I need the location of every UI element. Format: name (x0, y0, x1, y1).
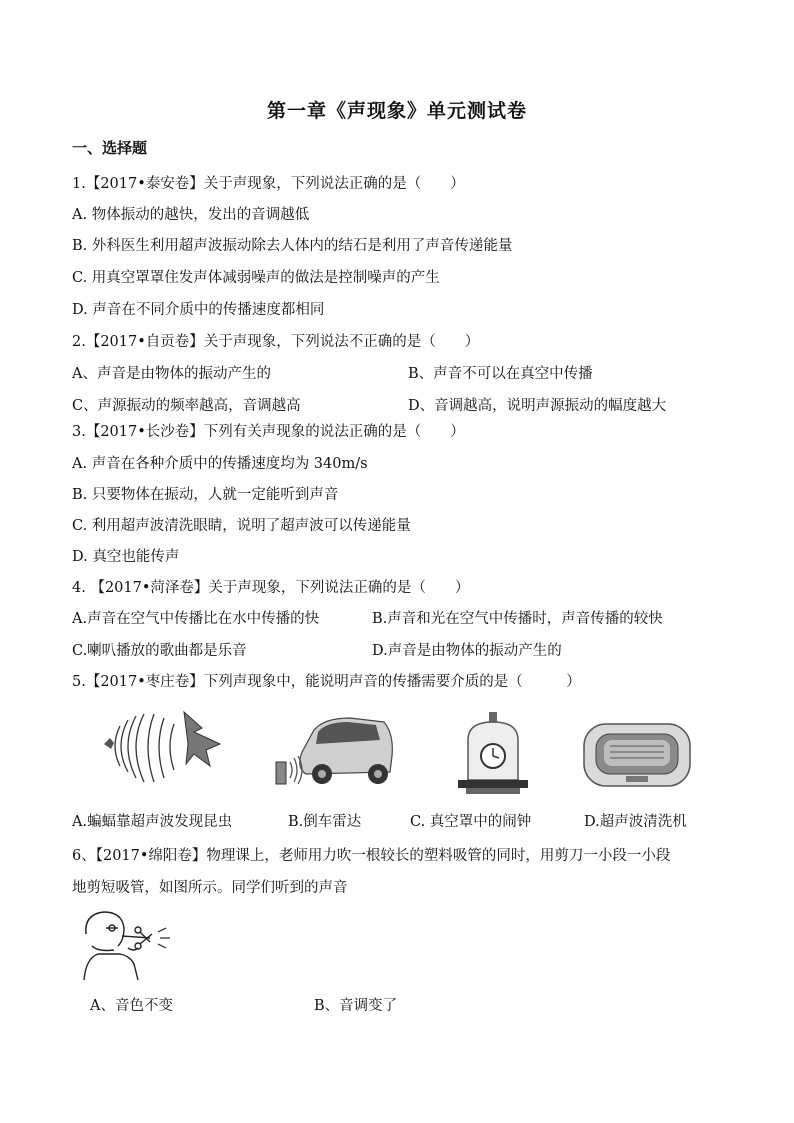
page-title: 第一章《声现象》单元测试卷 (266, 100, 527, 122)
q1-option-d: D. 声音在不同介质中的传播速度都相同 (72, 302, 325, 318)
section-heading: 一、选择题 (72, 139, 148, 157)
q3-option-a: A. 声音在各种介质中的传播速度均为 340m/s (72, 456, 368, 472)
q4-option-a: A.声音在空气中传播比在水中传播的快 (72, 611, 320, 627)
straw-cutting-illustration (78, 906, 182, 982)
q2-option-d: D、音调越高，说明声源振动的幅度越大 (408, 398, 667, 414)
q3-option-c: C. 利用超声波清洗眼睛，说明了超声波可以传递能量 (72, 518, 411, 534)
q5-option-b: B.倒车雷达 (288, 814, 362, 830)
q5-option-c: C. 真空罩中的闹钟 (410, 814, 532, 830)
bat-insect-illustration (98, 706, 226, 788)
q4-option-b: B.声音和光在空气中传播时，声音传播的较快 (372, 611, 663, 627)
q5-option-a: A.蝙蝠靠超声波发现昆虫 (72, 814, 233, 830)
q1-option-c: C. 用真空罩罩住发声体减弱噪声的做法是控制噪声的产生 (72, 270, 440, 286)
reversing-car-illustration (272, 712, 396, 790)
ultrasonic-cleaner-illustration (582, 718, 692, 790)
q5-stem: 5.【2017•枣庄卷】下列声现象中，能说明声音的传播需要介质的是（ ） (72, 674, 581, 690)
q6-stem-line1: 6、【2017•绵阳卷】物理课上，老师用力吹一根较长的塑料吸管的同时，用剪刀一小段一小段 (72, 848, 671, 864)
q4-stem: 4. 【2017•菏泽卷】关于声现象，下列说法正确的是（ ） (72, 580, 470, 596)
q3-option-d: D. 真空也能传声 (72, 549, 180, 565)
q6-option-b: B、音调变了 (314, 998, 398, 1014)
q1-stem: 1.【2017•泰安卷】关于声现象，下列说法正确的是（ ） (72, 176, 465, 192)
q2-stem: 2.【2017•自贡卷】关于声现象，下列说法不正确的是（ ） (72, 334, 480, 350)
q1-option-a: A. 物体振动的越快，发出的音调越低 (72, 207, 310, 223)
q2-option-b: B、声音不可以在真空中传播 (408, 366, 593, 382)
q3-stem: 3.【2017•长沙卷】下列有关声现象的说法正确的是（ ） (72, 424, 465, 440)
q6-option-a: A、音色不变 (90, 998, 173, 1014)
bell-jar-clock-illustration (456, 710, 530, 796)
q4-option-c: C.喇叭播放的歌曲都是乐音 (72, 643, 247, 659)
q1-option-b: B. 外科医生利用超声波振动除去人体内的结石是利用了声音传递能量 (72, 238, 513, 254)
q5-option-d: D.超声波清洗机 (584, 814, 687, 830)
q3-option-b: B. 只要物体在振动，人就一定能听到声音 (72, 487, 339, 503)
q2-option-c: C、声源振动的频率越高，音调越高 (72, 398, 301, 414)
q6-stem-line2: 地剪短吸管，如图所示。同学们听到的声音 (72, 880, 348, 896)
q2-option-a: A、声音是由物体的振动产生的 (72, 366, 271, 382)
insect-shape (104, 738, 114, 749)
q4-option-d: D.声音是由物体的振动产生的 (372, 643, 562, 659)
